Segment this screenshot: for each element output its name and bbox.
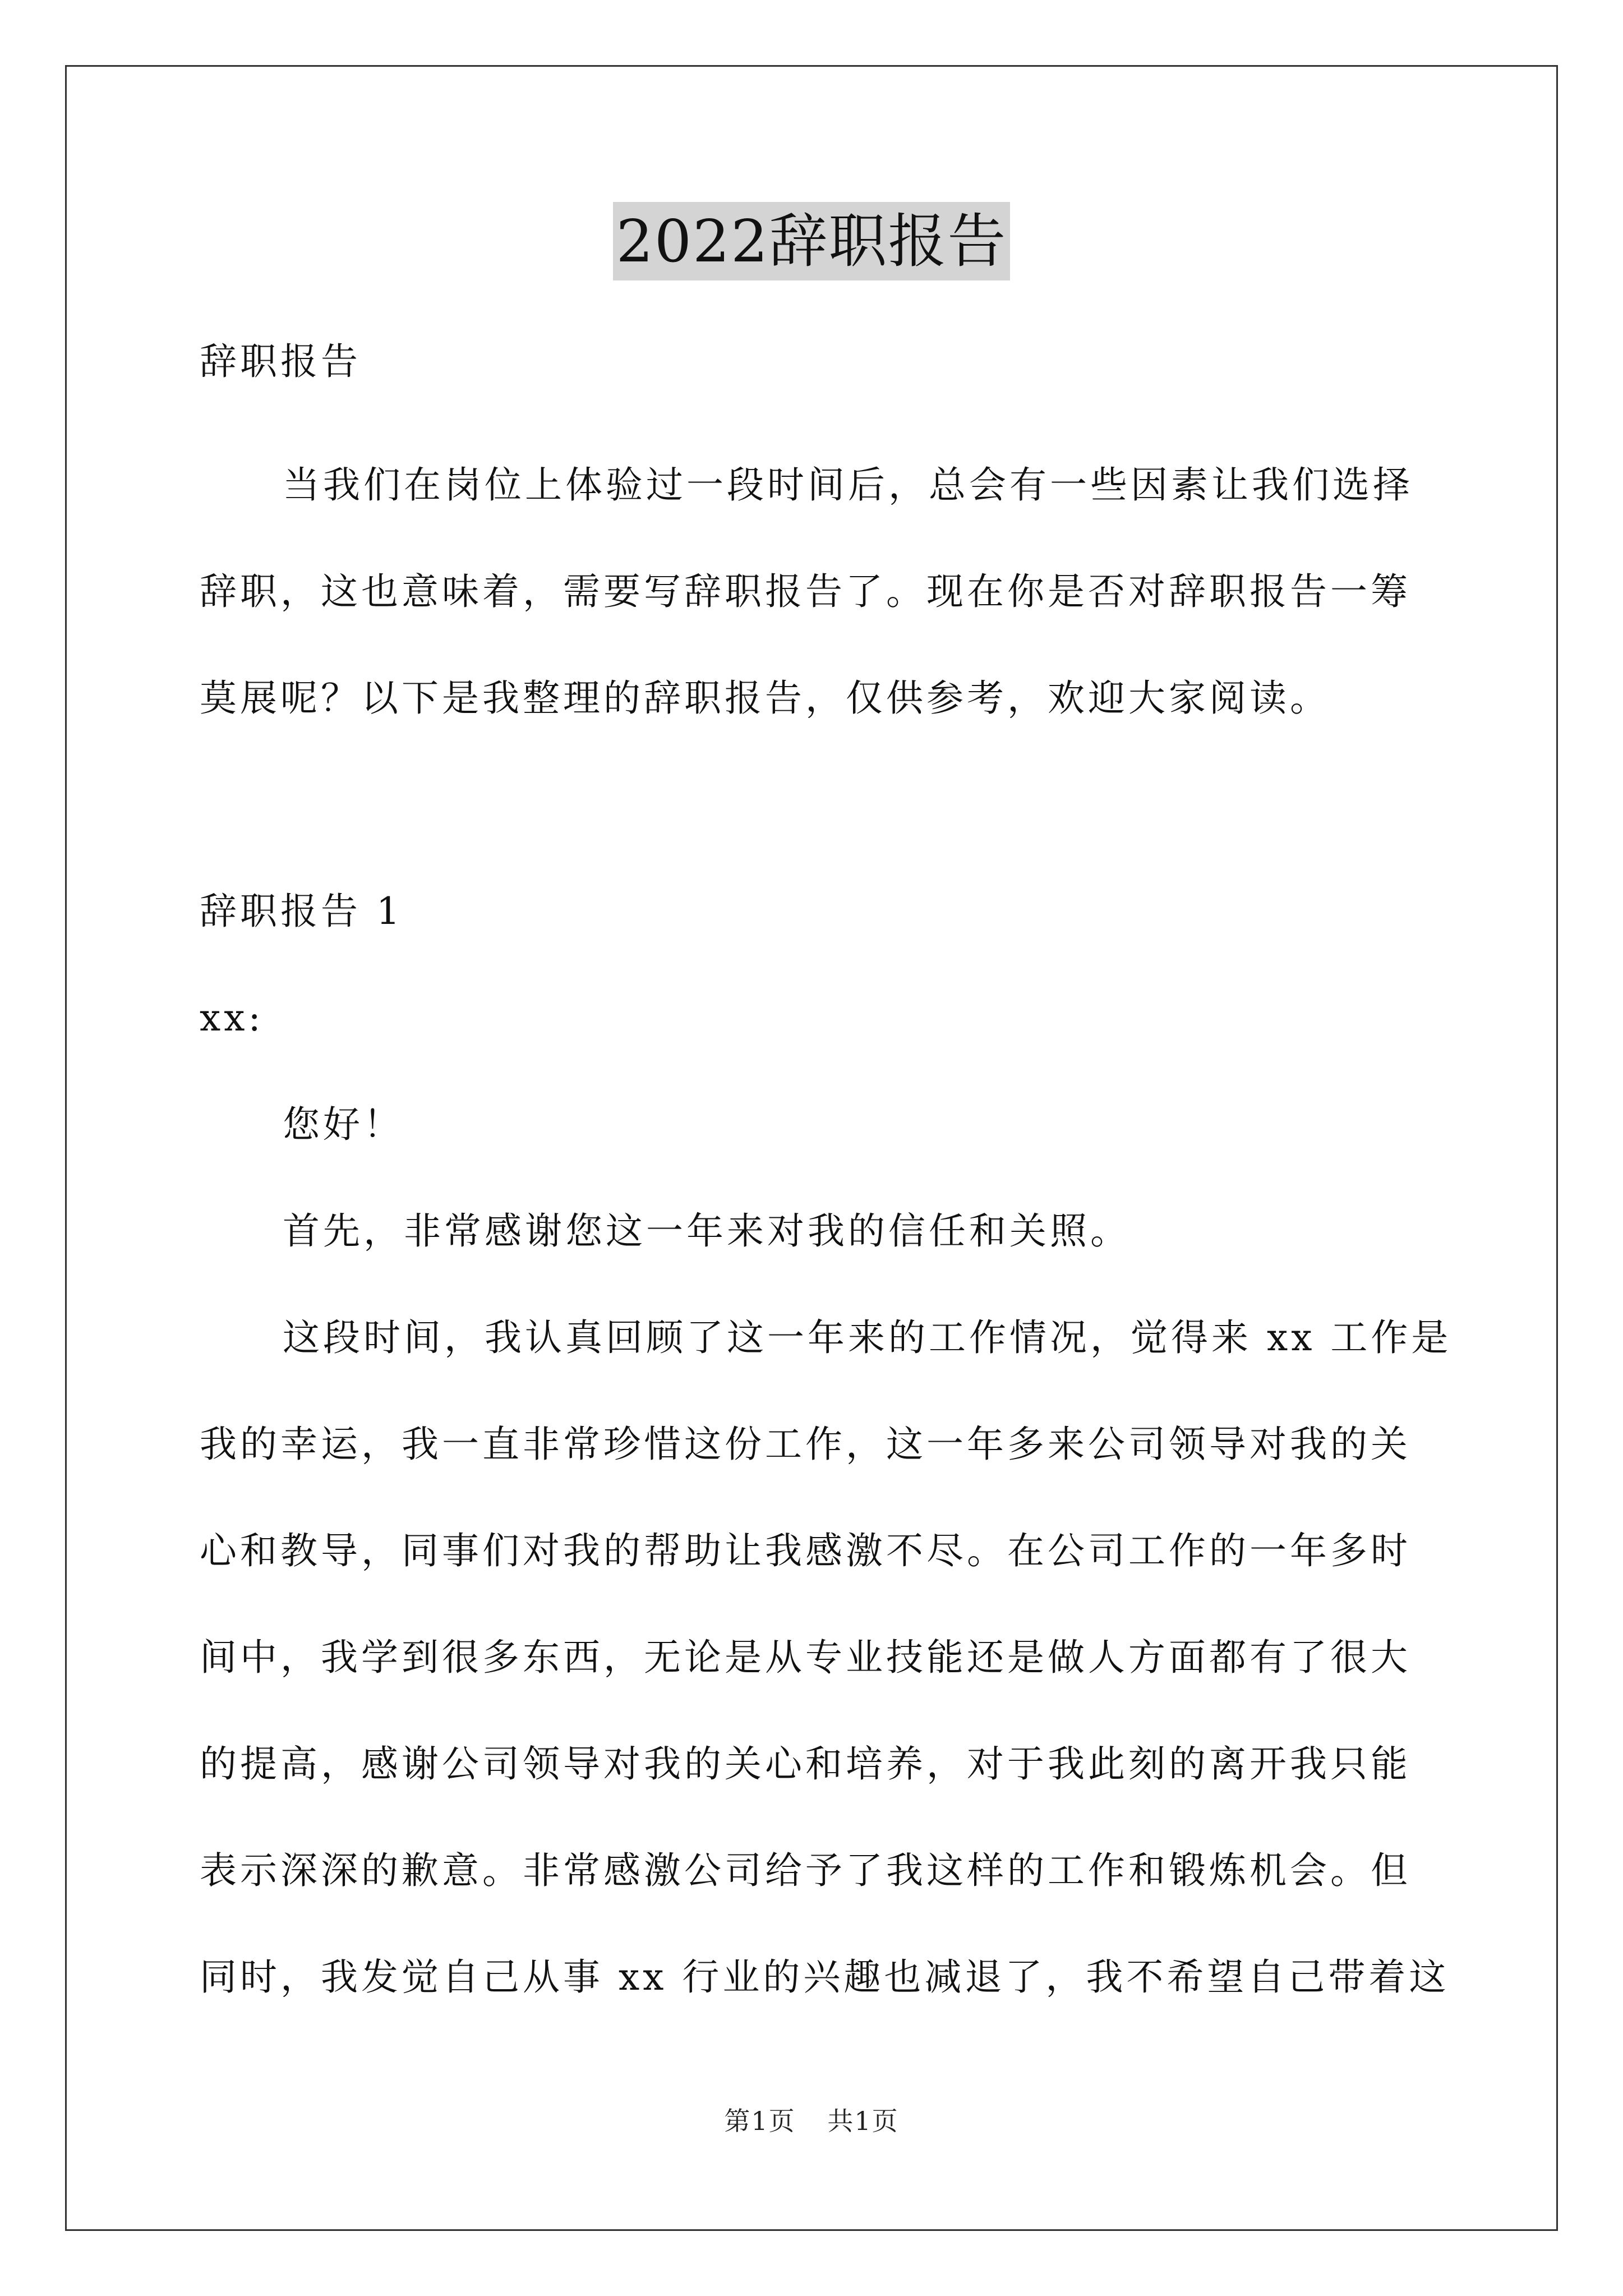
- paragraph-line: 同时，我发觉自己从事 xx 行业的兴趣也减退了，我不希望自己带着这: [200, 1955, 1450, 1999]
- paragraph-line: 我的幸运，我一直非常珍惜这份工作，这一年多来公司领导对我的关: [200, 1423, 1411, 1466]
- page-total: 共1页: [827, 2106, 899, 2136]
- paragraph-line: 表示深深的歉意。非常感激公司给予了我这样的工作和锻炼机会。但: [200, 1849, 1411, 1892]
- paragraph-line: 辞职，这也意味着，需要写辞职报告了。现在你是否对辞职报告一筹: [200, 570, 1411, 613]
- paragraph-line: 这段时间，我认真回顾了这一年来的工作情况，觉得来 xx 工作是: [283, 1316, 1452, 1359]
- paragraph-line: 首先，非常感谢您这一年来对我的信任和关照。: [283, 1209, 1131, 1253]
- document-title: 2022辞职报告: [613, 202, 1011, 280]
- salutation: xx:: [200, 996, 264, 1039]
- section-heading: 辞职报告 1: [200, 890, 403, 933]
- greeting: 您好！: [283, 1103, 404, 1146]
- paragraph-line: 当我们在岗位上体验过一段时间后，总会有一些因素让我们选择: [283, 463, 1413, 507]
- title-container: [0, 202, 1623, 280]
- paragraph-line: 间中，我学到很多东西，无论是从专业技能还是做人方面都有了很大: [200, 1636, 1411, 1679]
- section-heading: 辞职报告: [200, 340, 361, 383]
- paragraph-line: 莫展呢？以下是我整理的辞职报告，仅供参考，欢迎大家阅读。: [200, 677, 1330, 720]
- paragraph-line: 心和教导，同事们对我的帮助让我感激不尽。在公司工作的一年多时: [200, 1529, 1411, 1572]
- page-number: 第1页: [724, 2106, 796, 2136]
- paragraph-line: 的提高，感谢公司领导对我的关心和培养，对于我此刻的离开我只能: [200, 1742, 1411, 1786]
- page-footer: [0, 2101, 1623, 2138]
